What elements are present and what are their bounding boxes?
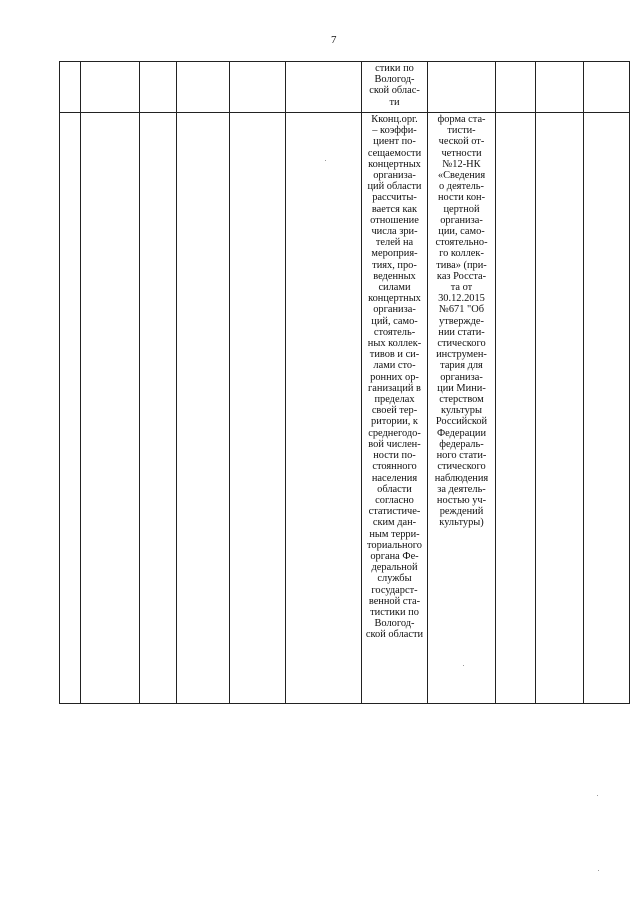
scan-speck [598,870,599,871]
row-divider [59,112,630,113]
scan-speck [597,795,598,796]
column-border [629,61,630,704]
indicator-description: Кконц.орг. – коэффи- циент по- сещаемости концертных организа- ций области рассчиты- вается как отношение числа зри- телей на мероприя- тиях, про- веденных силами концертных организа- ций, само- стоятель- ных коллек- тивов и си- лами сто- ронних ор- ганизаций в пределах своей тер- ритории, к среднегодо- вой числен- ности по- стоянного населения области согласно статистиче- ским дан- ным терри- ториального органа Фе- деральной службы государст- венной ста- тистики по Вологод- ской области [365,114,424,641]
column-border [495,61,496,704]
column-border [535,61,536,704]
column-border [229,61,230,704]
column-border [139,61,140,704]
column-border [176,61,177,704]
page-number: 7 [331,34,337,46]
indicator-description-continuation: стики по Вологод- ской облас- ти [369,63,420,108]
data-source: форма ста- тисти- ческой от- четности №12-НК «Сведения о деятель- ности кон- цертной организа- ции, само- стоятельно- го коллек- тива» (при- каз Росста- та от 30.12.2015 №671 "Об утвержде- нии стати- стического инструмен- тария для организа- ции Мини- стерством культуры Российской Федерации федераль- ного стати- стического наблюдения за деятель- ностью уч- реждений культуры) [434,114,489,529]
column-border [285,61,286,704]
table-top-border [59,61,630,62]
column-border [583,61,584,704]
column-border [80,61,81,704]
scan-speck [463,665,464,666]
column-border [59,61,60,704]
table-bottom-border [59,703,630,704]
scan-speck [325,160,326,161]
